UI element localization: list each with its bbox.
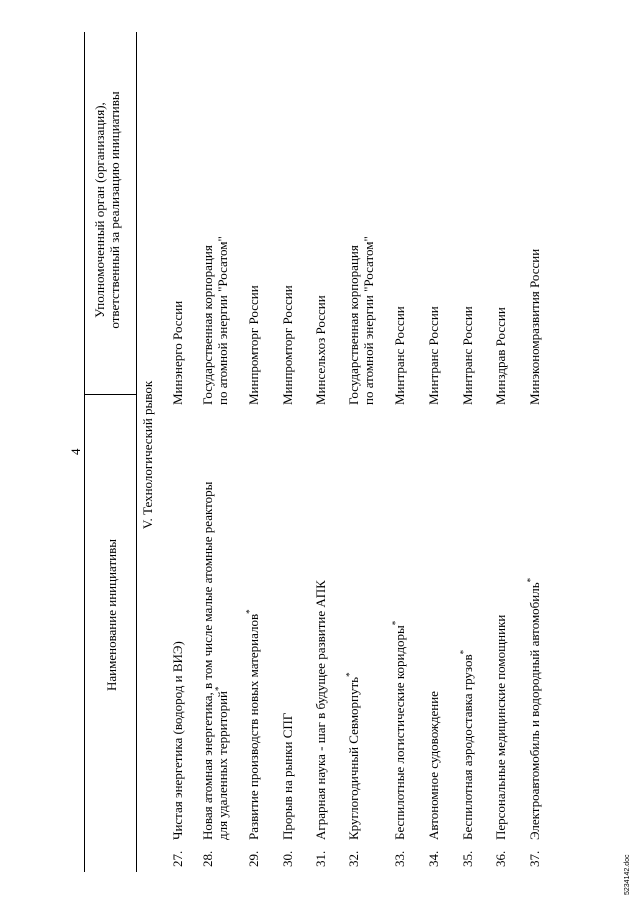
- responsible-org-line-1: Минэкономразвития России: [527, 248, 542, 405]
- responsible-org: [170, 65, 185, 405]
- row-number: 34.: [426, 850, 441, 867]
- responsible-org: [493, 65, 508, 405]
- header-bottom-border: [136, 32, 137, 872]
- page-number: 4: [68, 448, 83, 455]
- responsible-org: [346, 65, 376, 405]
- initiative-name-line-1: Беспилотная аэродоставка грузов: [460, 654, 475, 840]
- initiative-name-line-1: Новая атомная энергетика, в том числе малые атомные реакторы: [200, 481, 215, 840]
- responsible-org-line-1: Минэнерго России: [170, 300, 185, 405]
- initiative-name-line-2: для удаленных территорий: [215, 691, 230, 840]
- footnote-mark: *: [344, 672, 355, 677]
- initiative-name-line-1: Электроавтомобиль и водородный автомобиль: [527, 582, 542, 840]
- initiative-name-line-1: Аграрная наука - шаг в будущее развитие АПК: [313, 580, 328, 840]
- footnote-mark: *: [525, 577, 536, 583]
- initiative-name-line-1: Круглогодичный Севморпуть: [346, 676, 361, 840]
- initiative-name-line-1: Персональные медицинские помощники: [493, 614, 508, 840]
- initiative-name-line-1: Беспилотные логистические коридоры: [392, 625, 407, 840]
- row-number: 36.: [493, 850, 508, 867]
- responsible-org: [460, 65, 475, 405]
- initiative-name: [527, 450, 542, 840]
- footnote-mark: *: [244, 609, 255, 614]
- initiative-name: [460, 450, 475, 840]
- initiative-name: [493, 450, 508, 840]
- initiative-name: [246, 450, 261, 840]
- row-number: 37.: [527, 850, 542, 867]
- responsible-org-line-1: Минсельхоз России: [313, 295, 328, 405]
- table-top-border: [84, 32, 85, 872]
- responsible-org-line-1: Минтранс России: [392, 306, 407, 405]
- responsible-org: [527, 65, 542, 405]
- header-org-line-1: Уполномоченный орган (организация),: [92, 102, 107, 318]
- responsible-org: [246, 65, 261, 405]
- row-number: 28.: [200, 850, 215, 867]
- row-number: 27.: [170, 850, 185, 867]
- initiative-name: [313, 450, 328, 840]
- row-number: 35.: [460, 850, 475, 867]
- footnote-mark: *: [390, 620, 401, 626]
- responsible-org-line-2: по атомной энергии "Росатом": [361, 236, 376, 405]
- initiative-name: [392, 450, 407, 840]
- responsible-org: [200, 65, 230, 405]
- document-id: 5234142.doc: [624, 854, 631, 895]
- row-number: 30.: [280, 850, 295, 867]
- row-number: 31.: [313, 850, 328, 867]
- row-number: 32.: [346, 850, 361, 867]
- responsible-org-line-1: Минтранс России: [426, 306, 441, 405]
- initiative-name-line-1: Развитие производств новых материалов: [246, 613, 261, 840]
- footnote-mark: *: [213, 686, 224, 691]
- responsible-org-line-1: Минздрав России: [493, 307, 508, 405]
- responsible-org-line-1: Государственная корпорация: [346, 245, 361, 405]
- header-column-separator: [84, 394, 136, 395]
- initiative-name-line-1: Автономное судовождение: [426, 691, 441, 840]
- responsible-org-line-2: по атомной энергии "Росатом": [215, 236, 230, 405]
- responsible-org: [280, 65, 295, 405]
- header-responsible-org: [92, 30, 122, 390]
- initiative-name: [170, 450, 185, 840]
- responsible-org: [426, 65, 441, 405]
- responsible-org-line-1: Минпромторг России: [246, 285, 261, 405]
- section-title: V. Технологический рывок: [140, 380, 155, 530]
- header-org-line-2: ответственный за реализацию инициативы: [107, 91, 122, 329]
- responsible-org-line-1: Минпромторг России: [280, 285, 295, 405]
- footnote-mark: *: [458, 649, 469, 655]
- initiative-name: [346, 450, 361, 840]
- initiative-name-line-1: Чистая энергетика (водород и ВИЭ): [170, 641, 185, 840]
- responsible-org: [392, 65, 407, 405]
- row-number: 29.: [246, 850, 261, 867]
- responsible-org-line-1: Минтранс России: [460, 306, 475, 405]
- responsible-org-line-1: Государственная корпорация: [200, 245, 215, 405]
- responsible-org: [313, 65, 328, 405]
- row-number: 33.: [392, 850, 407, 867]
- initiative-name: [426, 450, 441, 840]
- header-initiative-name: Наименование инициативы: [104, 539, 119, 691]
- initiative-name: [200, 450, 230, 840]
- initiative-name-line-1: Прорыв на рынки СПГ: [280, 712, 295, 840]
- initiative-name: [280, 450, 295, 840]
